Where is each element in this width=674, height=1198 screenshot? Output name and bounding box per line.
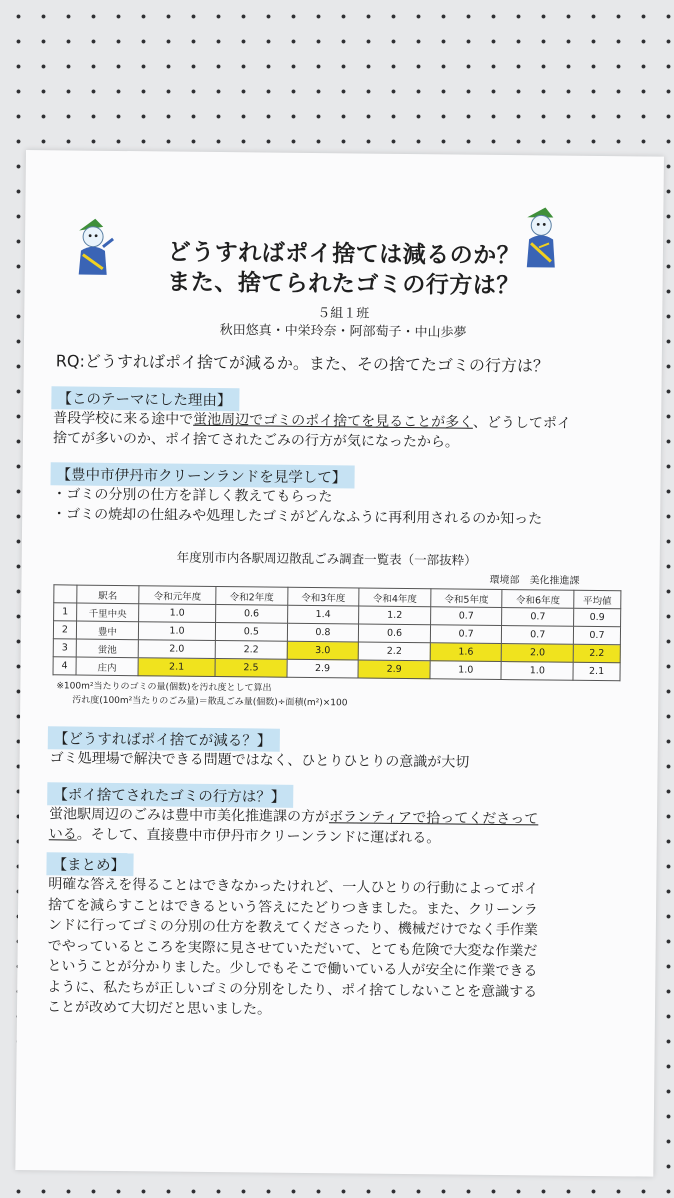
table-cell: 2.5	[215, 659, 287, 678]
table-cell: 0.6	[359, 624, 431, 643]
table-cell: 3.0	[287, 641, 359, 660]
table-cell: 1.2	[359, 606, 431, 625]
summary-heading: 【まとめ】	[46, 852, 133, 876]
reason-heading: 【このテーマにした理由】	[51, 386, 239, 411]
visit-list	[52, 484, 542, 529]
table-cell: 2.1	[138, 658, 215, 677]
row-number: 1	[54, 603, 77, 621]
table-cell: 0.7	[430, 625, 502, 644]
table-cell: 0.7	[573, 626, 620, 644]
table-cell: 1.0	[138, 622, 215, 641]
members-label: 秋田悠真・中栄玲奈・阿部萄子・中山歩夢	[219, 323, 467, 341]
row-number: 4	[53, 657, 76, 675]
table-cell: 1.4	[287, 605, 359, 624]
station-name: 豊中	[76, 621, 138, 640]
visit-heading: 【豊中市伊丹市クリーンランドを見学して】	[50, 462, 354, 488]
table-cell: 0.9	[574, 608, 621, 626]
how-text: ゴミ処理場で解決できる問題ではなく、ひとりひとりの意識が大切	[49, 750, 470, 771]
poster-sheet	[15, 150, 664, 1177]
table-header-cell: 令和元年度	[139, 586, 216, 605]
table-cell: 1.6	[430, 643, 502, 662]
table-cell: 2.0	[502, 644, 574, 663]
litter-survey-table	[53, 584, 622, 681]
group-label: ５組１班	[317, 306, 370, 322]
research-question: RQ:どうすればポイ捨てが減るか。また、その捨てたゴミの行方は？	[55, 351, 549, 376]
how-heading: 【どうすればポイ捨てが減る？】	[48, 726, 280, 751]
page-title: どうすればポイ捨ては減るのか？	[167, 239, 521, 270]
table-note: ※100m²当たりのゴミの量(個数)を汚れ度として算出	[56, 681, 272, 694]
station-name: 蛍池	[76, 639, 138, 658]
table-header-cell: 平均値	[574, 590, 621, 608]
table-cell: 2.2	[573, 644, 620, 662]
where-text: 蛍池駅周辺のごみは豊中市美化推進課の方がボランティアで拾ってくださって いる。そして、直接豊中市伊丹市クリーンランドに運ばれる。	[48, 806, 539, 847]
table-cell: 2.9	[287, 659, 359, 678]
table-cell: 0.5	[215, 623, 287, 642]
where-heading: 【ポイ捨てされたゴミの行方は？】	[47, 782, 293, 808]
table-cell: 2.0	[138, 640, 215, 659]
table-header-cell: 駅名	[77, 585, 139, 604]
table-cell: 2.2	[358, 642, 430, 661]
table-cell: 1.0	[430, 661, 502, 680]
table-header-cell: 令和3年度	[287, 587, 359, 606]
table-cell: 1.0	[501, 662, 573, 681]
table-cell: 2.1	[573, 662, 620, 680]
reason-text: 普段学校に来る途中で蛍池周辺でゴミのポイ捨てを見ることが多く、どうしてポイ 捨てが多いのか、ポイ捨てされたごみの行方が気になったから。	[52, 410, 571, 451]
table-header-cell: 令和5年度	[431, 589, 503, 608]
table-formula: 汚れ度(100m²当たりのごみ量)＝散乱ごみ量(個数)÷面積(m²)×100	[72, 695, 348, 709]
table-cell: 0.7	[502, 608, 574, 627]
table-cell: 0.6	[216, 605, 288, 624]
list-item: ・ゴミの分別の仕方を詳しく教えてもらった	[52, 486, 333, 506]
summary-text: 明確な答えを得ることはできなかったけれど、一人ひとりの行動によってポイ 捨てを減らすことはできるという答えにたどりつきました。また、クリーンラ ンドに行ってゴミの分別の仕方を教えてくださったり、機械だけでなく手作業 でやっているところを実際に見させていただいて、とても危険で大変な作業だ ということが分かりました。少しでもそこで働いている人が安全に作業できる ように、私たちが正しいゴミの分別をしたり、ポイ捨てしないことを意識する ことが改めて大切だと思いました。	[46, 876, 539, 1018]
list-item: ・ゴミの焼却の仕組みや処理したゴミがどんなふうに再利用されるのか知った	[52, 506, 543, 528]
table-cell: 0.8	[287, 623, 359, 642]
table-department: 環境部 美化推進課	[489, 574, 580, 587]
table-title: 年度別市内各駅周辺散乱ごみ調査一覧表（一部抜粋）	[176, 549, 477, 568]
table-header-cell: 令和2年度	[216, 587, 288, 606]
table-header-cell: 令和4年度	[359, 588, 431, 607]
page-subtitle: また、捨てられたゴミの行方は？	[167, 269, 520, 300]
station-name: 庄内	[76, 657, 138, 676]
table-cell: 1.0	[139, 604, 216, 623]
row-number: 3	[53, 639, 76, 657]
table-cell: 2.2	[215, 641, 287, 660]
table-cell: 0.7	[430, 607, 502, 626]
table-cell: 0.7	[502, 626, 574, 645]
table-header-cell: 令和6年度	[502, 590, 574, 609]
table-header-cell	[54, 585, 77, 603]
station-name: 千里中央	[77, 603, 139, 622]
table-cell: 2.9	[358, 660, 430, 679]
row-number: 2	[53, 621, 76, 639]
